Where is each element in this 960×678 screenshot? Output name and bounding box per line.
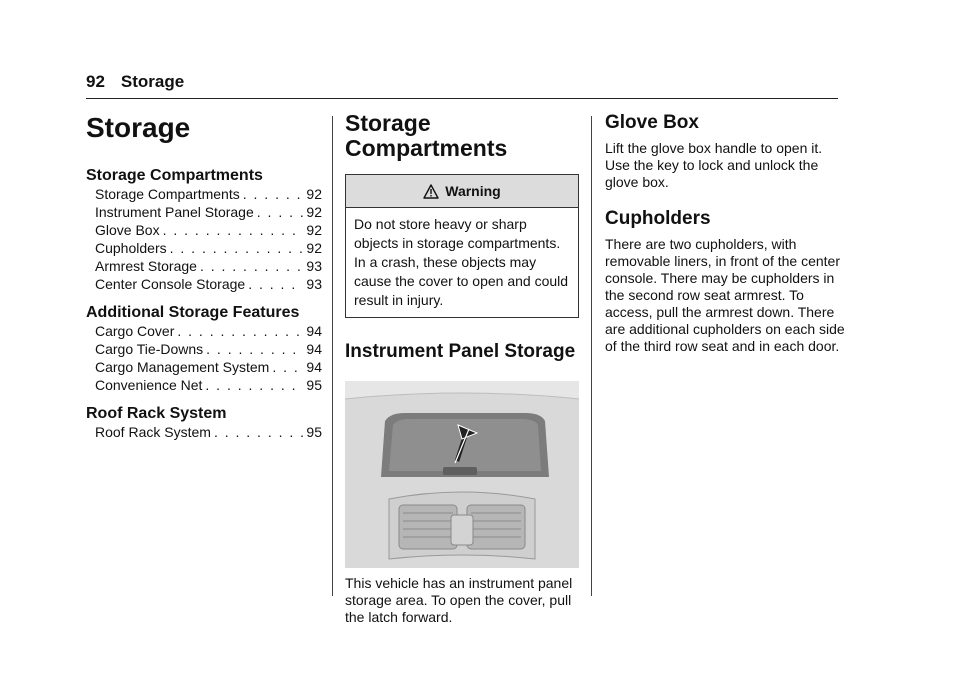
page-number: 92 [86,72,105,91]
instrument-panel-heading: Instrument Panel Storage [345,341,576,362]
column-divider-1 [332,116,333,596]
toc-heading-roof-rack: Roof Rack System [86,405,227,422]
instrument-panel-illustration [345,381,579,568]
glove-cupholder-column [605,108,845,355]
toc-entry[interactable]: Center Console Storage . . . 93 [86,275,322,293]
toc-entry[interactable]: Instrument Panel Storage . . . 92 [86,203,322,221]
chapter-title: Storage [86,112,191,143]
toc-entry[interactable]: Cargo Management System . . . 94 [86,358,322,376]
header-section: Storage [120,72,185,91]
glove-box-heading: Glove Box [605,112,699,133]
toc-heading-storage-compartments: Storage Compartments [86,167,263,184]
toc-entry[interactable]: Cupholders . . . 92 [86,239,322,257]
toc-group-additional-storage [86,322,322,394]
toc-entry[interactable]: Cargo Tie-Downs . . . 94 [86,340,322,358]
cupholders-text: There are two cupholders, with removable liners, in front of the center console. There may be cupholders in the second row seat armrest. To access, pull the armrest down. There are additional cupholders on each side of the third row seat and in each door. [605,236,845,354]
toc-entry[interactable]: Storage Compartments . . . 92 [86,185,322,203]
warning-header [346,175,578,208]
toc-heading-additional-storage: Additional Storage Features [86,304,300,321]
instrument-panel-figure [345,381,579,568]
warning-triangle-icon [423,184,439,199]
toc-entry[interactable]: Cargo Cover . . . 94 [86,322,322,340]
column-divider-2 [591,116,592,596]
instrument-panel-text: This vehicle has an instrument panel storage area. To open the cover, pull the latch forward. [345,575,573,625]
warning-box [345,174,579,318]
storage-compartments-column [345,108,579,626]
toc-group-roof-rack [86,423,322,441]
toc-entry[interactable]: Armrest Storage . . . 93 [86,257,322,275]
glove-box-text: Lift the glove box handle to open it. Use the key to lock and unlock the glove box. [605,140,823,190]
toc-entry[interactable]: Glove Box . . . 92 [86,221,322,239]
header-rule [86,98,838,99]
page-header [86,72,184,92]
toc-entry[interactable]: Convenience Net . . . 95 [86,376,322,394]
warning-label: Warning [445,183,501,199]
cupholders-heading: Cupholders [605,208,711,229]
toc-entry[interactable]: Roof Rack System . . . 95 [86,423,322,441]
toc-column [86,108,322,441]
warning-text: Do not store heavy or sharp objects in storage compartments. In a crash, these objects may cause the cover to open and could result in injury. [354,216,569,308]
toc-group-storage-compartments [86,185,322,293]
section-title: Storage Compartments [345,110,508,161]
